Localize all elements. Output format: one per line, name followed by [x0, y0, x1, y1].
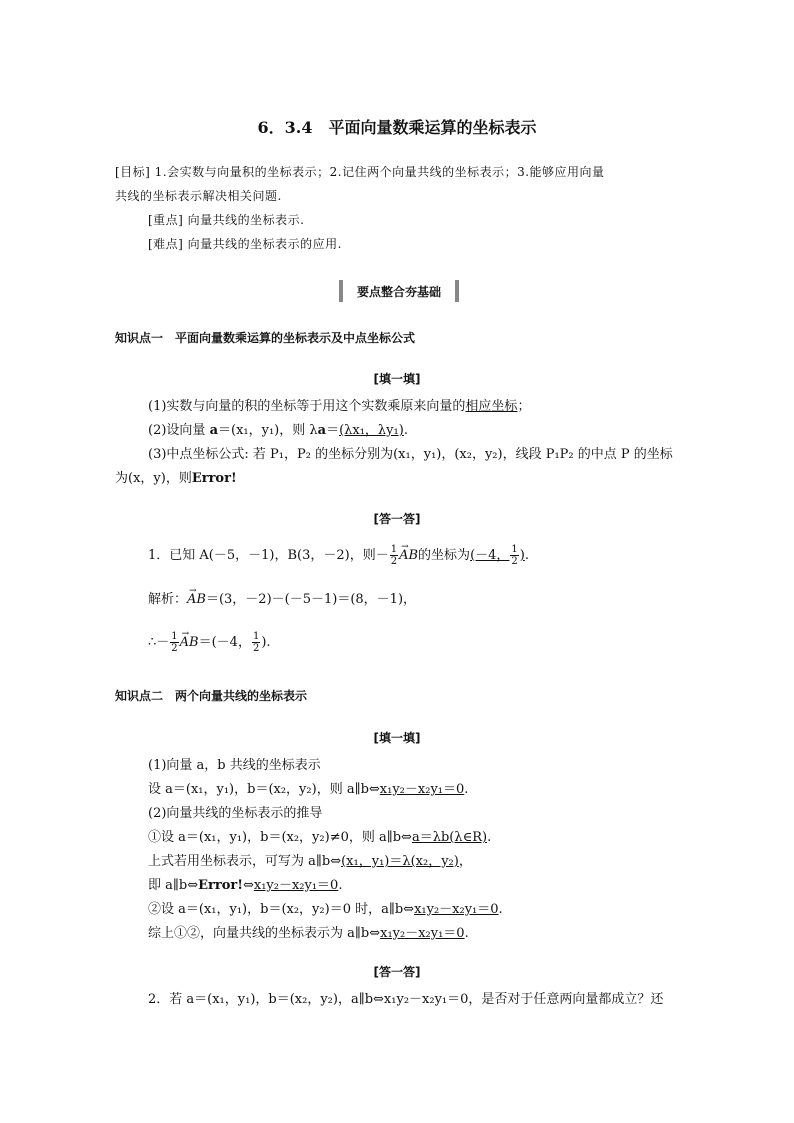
solution2-den: 2 [171, 643, 178, 654]
kp2-line-6-mid: ⇔ [242, 878, 254, 893]
q1-blank-post: ) [519, 548, 525, 563]
kp2-heading: 知识点二 两个向量共线的坐标表示 [115, 689, 308, 703]
q1-answer-blank [470, 544, 525, 567]
solution2-den-2: 2 [252, 643, 260, 654]
solution2-fraction [170, 631, 178, 654]
solution-line-1 [148, 590, 416, 610]
goal-line-2: 共线的坐标表示解决相关问题. [115, 189, 282, 203]
kp2-line-8-text: 综上①②，向量共线的坐标表示为 a∥b⇔ [148, 926, 381, 941]
kp2-line-8-end: . [464, 926, 469, 941]
solution-label: 解析： [148, 592, 188, 607]
kp1-item-3-text: 为(x，y)，则 [115, 471, 192, 486]
kp1-item-2-vector-a: a [209, 423, 218, 438]
kp1-item-2-vector-a2: a [317, 423, 327, 438]
kp2-line-5-end: ， [458, 854, 472, 869]
difficulty-line: [难点] 向量共线的坐标表示的应用. [148, 237, 342, 251]
kp2-answer-title: [答一答] [373, 965, 421, 979]
kp2-line-4-text: ①设 a＝(x₁，y₁)，b＝(x₂，y₂)≠0，则 a∥b⇔ [148, 830, 412, 845]
solution2-fraction-2 [252, 631, 260, 654]
kp1-item-1-text: (1)实数与向量的积的坐标等于用这个实数乘原来向量的 [148, 399, 466, 414]
kp1-item-1 [148, 397, 530, 417]
kp2-line-4-end: . [487, 830, 492, 845]
kp2-line-2 [148, 780, 468, 800]
kp2-line-5-text: 上式若用坐标表示，可写为 a∥b⇔ [148, 854, 342, 869]
kp2-line-6 [148, 876, 342, 896]
kp1-item-2 [148, 421, 408, 441]
kp2-line-3: (2)向量共线的坐标表示的推导 [148, 806, 323, 821]
solution2-vector-ab: → AB [180, 628, 199, 658]
q1-blank-num: 1 [511, 544, 518, 555]
kp1-item-3-line-2 [115, 469, 237, 489]
kp2-line-4 [148, 828, 491, 848]
kp2-line-7-blank: x₁y₂－x₂y₁＝0 [414, 902, 499, 917]
kp1-item-2-mid: ＝(x₁，y₁)，则 λ [218, 423, 318, 438]
page-title: 6．3.4 平面向量数乘运算的坐标表示 [257, 118, 537, 137]
q1-fraction [390, 544, 398, 567]
banner-right-bar [455, 280, 459, 302]
kp2-line-7-text: ②设 a＝(x₁，y₁)，b＝(x₂，y₂)＝0 时，a∥b⇔ [148, 902, 415, 917]
solution2-end: ). [261, 635, 271, 650]
key-point-line: [重点] 向量共线的坐标表示. [148, 213, 305, 227]
q1-blank-den: 2 [511, 556, 518, 567]
q1-mid: 的坐标为 [418, 548, 471, 563]
kp1-item-2-end: . [403, 423, 408, 438]
question-1 [148, 541, 529, 571]
kp2-line-6-blank: x₁y₂－x₂y₁＝0 [253, 878, 339, 893]
q1-vector-ab: → AB [399, 541, 418, 571]
q1-frac-num: 1 [390, 544, 398, 555]
kp1-answer-title: [答一答] [373, 512, 421, 526]
kp2-line-5-blank: (x₁，y₁)＝λ(x₂，y₂) [341, 854, 459, 869]
kp2-line-6-text: 即 a∥b⇔ [148, 878, 199, 893]
solution2-pre: ∴－ [148, 635, 170, 650]
kp1-item-3-line-1: (3)中点坐标公式: 若 P₁，P₂ 的坐标分别为(x₁，y₁)，(x₂，y₂)，线段 P₁P₂ 的中点 P 的坐标 [148, 447, 673, 462]
kp2-line-8 [148, 924, 469, 944]
q1-blank-pre: (－4， [470, 548, 510, 563]
kp2-line-7 [148, 900, 503, 920]
kp2-line-6-error: Error! [198, 878, 243, 893]
kp1-item-2-blank: (λx₁，λy₁) [339, 423, 404, 438]
kp1-fill-title: [填一填] [373, 372, 421, 386]
solution-vector-ab: → AB [187, 590, 206, 610]
q1-text: 1．已知 A(－5，－1)，B(3，－2)，则－ [148, 548, 389, 563]
kp1-item-3-error: Error! [191, 471, 237, 486]
kp1-item-1-end: ； [517, 399, 531, 414]
solution2-num-2: 1 [252, 631, 260, 642]
solution-text: ＝(3，－2)－(－5－1)＝(8，－1)， [205, 592, 417, 607]
banner-text: 要点整合夯基础 [356, 285, 441, 299]
kp2-line-2-end: . [464, 782, 469, 797]
kp2-fill-title: [填一填] [373, 731, 421, 745]
kp2-line-2-text: 设 a＝(x₁，y₁)，b＝(x₂，y₂)，则 a∥b⇔ [148, 782, 380, 797]
kp2-line-7-end: . [498, 902, 503, 917]
kp1-item-2-eq: ＝ [326, 423, 340, 438]
kp2-line-8-blank: x₁y₂－x₂y₁＝0 [380, 926, 465, 941]
q1-end: . [524, 548, 529, 563]
kp2-line-5 [148, 852, 472, 872]
solution-line-2 [148, 628, 271, 658]
solution2-mid: ＝(－4， [198, 635, 251, 650]
kp2-line-4-blank: a＝λb(λ∈R) [411, 830, 488, 845]
question-2: 2．若 a＝(x₁，y₁)，b＝(x₂，y₂)，a∥b⇔x₁y₂－x₂y₁＝0，是否对于任意两向量都成立？还 [148, 992, 664, 1007]
q1-frac-den: 2 [390, 556, 398, 567]
q1-blank-fraction [510, 544, 518, 567]
solution2-num: 1 [171, 631, 178, 642]
kp2-line-6-end: . [338, 878, 343, 893]
kp1-item-1-blank: 相应坐标 [465, 399, 518, 414]
kp2-line-2-blank: x₁y₂－x₂y₁＝0 [379, 782, 465, 797]
kp1-heading: 知识点一 平面向量数乘运算的坐标表示及中点坐标公式 [115, 331, 416, 345]
section-banner [339, 280, 459, 304]
goal-line-1: [目标] 1.会实数与向量积的坐标表示；2.记住两个向量共线的坐标表示；3.能够应用向量 [115, 165, 605, 179]
kp1-item-2-text: (2)设向量 [148, 423, 210, 438]
kp2-line-1: (1)向量 a，b 共线的坐标表示 [148, 758, 321, 773]
